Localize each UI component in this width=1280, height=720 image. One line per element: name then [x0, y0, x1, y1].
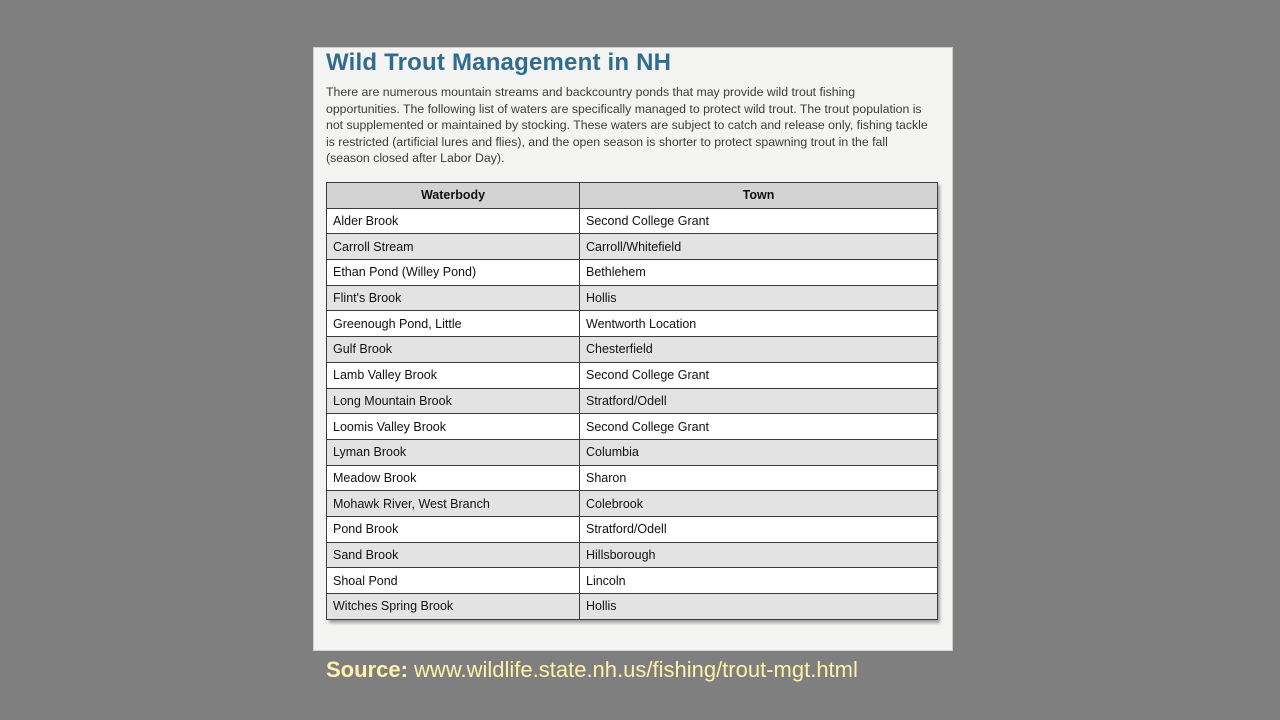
table-row: [327, 285, 938, 311]
town-cell: Lincoln: [580, 568, 938, 594]
table-row: [327, 439, 938, 465]
waterbody-cell: Lamb Valley Brook: [327, 362, 580, 388]
table-row: [327, 491, 938, 517]
table-container: [326, 182, 937, 620]
table-row: [327, 260, 938, 286]
page-title: Wild Trout Management in NH: [326, 49, 672, 76]
town-cell: Hollis: [580, 594, 938, 620]
town-cell: Hillsborough: [580, 542, 938, 568]
table-row: [327, 337, 938, 363]
waterbody-cell: Lyman Brook: [327, 439, 580, 465]
table-row: [327, 311, 938, 337]
table-row: [327, 388, 938, 414]
table-row: [327, 516, 938, 542]
document-card: [313, 47, 953, 651]
town-cell: Chesterfield: [580, 337, 938, 363]
header-town: Town: [580, 183, 938, 209]
source-label: Source:: [326, 657, 408, 682]
source-url: www.wildlife.state.nh.us/fishing/trout-mgt.html: [414, 657, 858, 682]
town-cell: Wentworth Location: [580, 311, 938, 337]
town-cell: Colebrook: [580, 491, 938, 517]
waterbody-cell: Alder Brook: [327, 208, 580, 234]
trout-waters-table: [326, 182, 938, 620]
town-cell: Sharon: [580, 465, 938, 491]
table-row: [327, 208, 938, 234]
town-cell: Bethlehem: [580, 260, 938, 286]
waterbody-cell: Witches Spring Brook: [327, 594, 580, 620]
waterbody-cell: Long Mountain Brook: [327, 388, 580, 414]
waterbody-cell: Ethan Pond (Willey Pond): [327, 260, 580, 286]
waterbody-cell: Carroll Stream: [327, 234, 580, 260]
table-row: [327, 465, 938, 491]
town-cell: Second College Grant: [580, 208, 938, 234]
header-waterbody: Waterbody: [327, 183, 580, 209]
waterbody-cell: Meadow Brook: [327, 465, 580, 491]
table-row: [327, 234, 938, 260]
table-row: [327, 542, 938, 568]
source-caption: [326, 657, 858, 683]
town-cell: Columbia: [580, 439, 938, 465]
waterbody-cell: Flint's Brook: [327, 285, 580, 311]
town-cell: Second College Grant: [580, 362, 938, 388]
town-cell: Second College Grant: [580, 414, 938, 440]
table-row: [327, 362, 938, 388]
town-cell: Carroll/Whitefield: [580, 234, 938, 260]
waterbody-cell: Pond Brook: [327, 516, 580, 542]
waterbody-cell: Shoal Pond: [327, 568, 580, 594]
table-row: [327, 594, 938, 620]
waterbody-cell: Gulf Brook: [327, 337, 580, 363]
table-row: [327, 568, 938, 594]
table-row: [327, 414, 938, 440]
intro-paragraph: There are numerous mountain streams and backcountry ponds that may provide wild trout fishing opportunities. The following list of waters are specifically managed to protect wild trout. The trout population is not supplemented or maintained by stocking. These waters are subject to catch and release only, fishing tackle is restricted (artificial lures and flies), and the open season is shorter to protect spawning trout in the fall (season closed after Labor Day).: [326, 85, 928, 166]
waterbody-cell: Mohawk River, West Branch: [327, 491, 580, 517]
town-cell: Hollis: [580, 285, 938, 311]
waterbody-cell: Greenough Pond, Little: [327, 311, 580, 337]
town-cell: Stratford/Odell: [580, 516, 938, 542]
waterbody-cell: Sand Brook: [327, 542, 580, 568]
table-header-row: [327, 183, 938, 209]
town-cell: Stratford/Odell: [580, 388, 938, 414]
waterbody-cell: Loomis Valley Brook: [327, 414, 580, 440]
